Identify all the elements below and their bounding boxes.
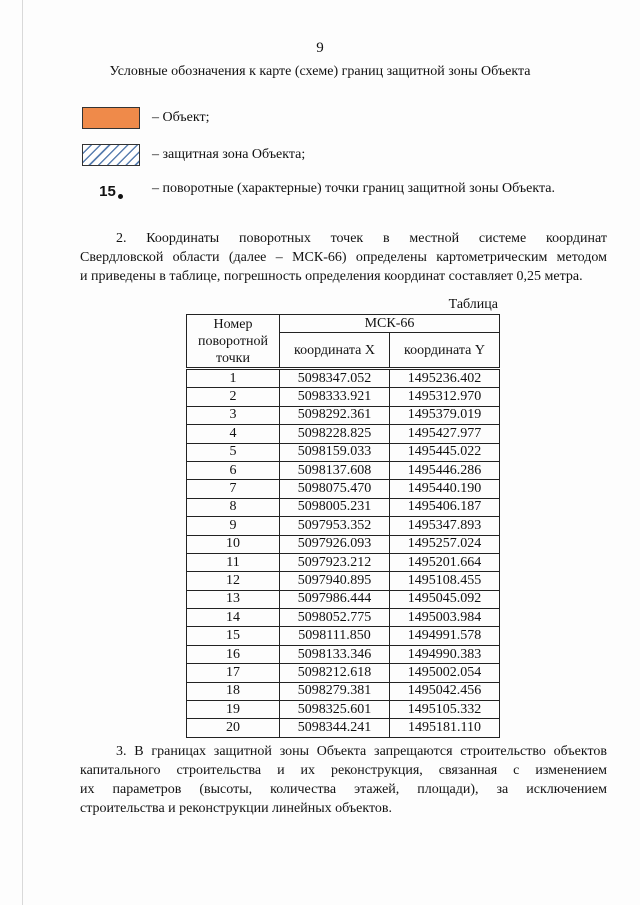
coordinate-system-header: МСК-66 <box>280 315 500 333</box>
point-number-cell: 3 <box>187 406 280 424</box>
table-row <box>187 590 500 608</box>
x-coordinate-cell: 5098325.601 <box>280 701 390 719</box>
point-number-cell: 4 <box>187 425 280 443</box>
y-coordinate-cell: 1495003.984 <box>390 609 500 627</box>
section-3-paragraph <box>80 742 607 818</box>
point-number-header: Номер поворотной точки <box>187 315 280 369</box>
legend-title: Условные обозначения к карте (схеме) границ защитной зоны Объекта <box>109 64 531 79</box>
y-coordinate-cell: 1494990.383 <box>390 645 500 663</box>
x-coordinate-header: координата X <box>280 333 390 369</box>
point-number-cell: 6 <box>187 461 280 479</box>
table-row <box>187 517 500 535</box>
coordinates-table <box>186 314 500 738</box>
table-row <box>187 369 500 388</box>
paragraph-line: 3. В границах защитной зоны Объекта запрещаются строительство объектов <box>116 744 607 759</box>
y-coordinate-cell: 1495406.187 <box>390 498 500 516</box>
table-row <box>187 609 500 627</box>
x-coordinate-cell: 5097940.895 <box>280 572 390 590</box>
legend-item-text: – защитная зона Объекта; <box>152 147 306 162</box>
y-coordinate-cell: 1495042.456 <box>390 682 500 700</box>
section-2-paragraph <box>80 229 607 286</box>
x-coordinate-cell: 5097926.093 <box>280 535 390 553</box>
y-coordinate-cell: 1495379.019 <box>390 406 500 424</box>
table-row <box>187 480 500 498</box>
y-coordinate-cell: 1495347.893 <box>390 517 500 535</box>
legend-item-turning-points <box>82 177 555 201</box>
point-number-cell: 11 <box>187 553 280 571</box>
y-coordinate-cell: 1495440.190 <box>390 480 500 498</box>
point-number-cell: 15 <box>187 627 280 645</box>
y-coordinate-cell: 1495257.024 <box>390 535 500 553</box>
table-row <box>187 535 500 553</box>
y-coordinate-cell: 1495045.092 <box>390 590 500 608</box>
point-number-cell: 5 <box>187 443 280 461</box>
legend-item-text: – Объект; <box>152 110 210 125</box>
paragraph-line: 2. Координаты поворотных точек в местной системе координат <box>116 231 607 246</box>
table-row <box>187 627 500 645</box>
point-number-cell: 20 <box>187 719 280 737</box>
point-dot-icon <box>118 194 123 199</box>
table-header-row <box>187 315 500 333</box>
table-row <box>187 664 500 682</box>
page-edge-line <box>22 0 23 905</box>
legend-item-text: – поворотные (характерные) точки границ защитной зоны Объекта. <box>152 181 555 196</box>
y-coordinate-header: координата Y <box>390 333 500 369</box>
table-row <box>187 388 500 406</box>
table-row <box>187 443 500 461</box>
x-coordinate-cell: 5098228.825 <box>280 425 390 443</box>
hatched-zone-symbol-icon <box>82 144 140 166</box>
x-coordinate-cell: 5097923.212 <box>280 553 390 571</box>
table-row <box>187 553 500 571</box>
x-coordinate-cell: 5098347.052 <box>280 369 390 388</box>
y-coordinate-cell: 1495236.402 <box>390 369 500 388</box>
table-row <box>187 498 500 516</box>
y-coordinate-cell: 1494991.578 <box>390 627 500 645</box>
x-coordinate-cell: 5098052.775 <box>280 609 390 627</box>
point-number-cell: 9 <box>187 517 280 535</box>
x-coordinate-cell: 5098111.850 <box>280 627 390 645</box>
y-coordinate-cell: 1495181.110 <box>390 719 500 737</box>
y-coordinate-cell: 1495445.022 <box>390 443 500 461</box>
table-row <box>187 701 500 719</box>
point-number-cell: 16 <box>187 645 280 663</box>
y-coordinate-cell: 1495312.970 <box>390 388 500 406</box>
turning-point-symbol-icon <box>82 178 140 200</box>
x-coordinate-cell: 5098005.231 <box>280 498 390 516</box>
point-number-cell: 7 <box>187 480 280 498</box>
y-coordinate-cell: 1495201.664 <box>390 553 500 571</box>
object-symbol-icon <box>82 107 140 129</box>
x-coordinate-cell: 5098344.241 <box>280 719 390 737</box>
table-caption: Таблица <box>448 297 498 312</box>
point-number-cell: 1 <box>187 369 280 388</box>
point-number-cell: 10 <box>187 535 280 553</box>
x-coordinate-cell: 5098133.346 <box>280 645 390 663</box>
x-coordinate-cell: 5097986.444 <box>280 590 390 608</box>
point-number-cell: 18 <box>187 682 280 700</box>
y-coordinate-cell: 1495108.455 <box>390 572 500 590</box>
coordinates-table-body <box>187 369 500 738</box>
table-row <box>187 719 500 737</box>
x-coordinate-cell: 5098333.921 <box>280 388 390 406</box>
y-coordinate-cell: 1495002.054 <box>390 664 500 682</box>
point-number-cell: 8 <box>187 498 280 516</box>
paragraph-line: строительства и реконструкции линейных объектов. <box>80 801 393 816</box>
point-number-cell: 19 <box>187 701 280 719</box>
legend-item-object <box>82 106 209 130</box>
x-coordinate-cell: 5098292.361 <box>280 406 390 424</box>
table-row <box>187 682 500 700</box>
x-coordinate-cell: 5098137.608 <box>280 461 390 479</box>
page-number: 9 <box>316 40 324 56</box>
x-coordinate-cell: 5097953.352 <box>280 517 390 535</box>
paragraph-line: капитального строительства и их реконструкция, связанная с изменением <box>80 763 607 778</box>
point-number-cell: 12 <box>187 572 280 590</box>
point-number-cell: 2 <box>187 388 280 406</box>
point-number-cell: 17 <box>187 664 280 682</box>
paragraph-line: и приведены в таблице, погрешность определения координат составляет 0,25 метра. <box>80 269 583 284</box>
y-coordinate-cell: 1495446.286 <box>390 461 500 479</box>
table-row <box>187 406 500 424</box>
paragraph-line: Свердловской области (далее – МСК-66) определены картометрическим методом <box>80 250 607 265</box>
x-coordinate-cell: 5098159.033 <box>280 443 390 461</box>
table-row <box>187 572 500 590</box>
x-coordinate-cell: 5098279.381 <box>280 682 390 700</box>
table-row <box>187 645 500 663</box>
x-coordinate-cell: 5098212.618 <box>280 664 390 682</box>
point-number-cell: 13 <box>187 590 280 608</box>
table-row <box>187 461 500 479</box>
y-coordinate-cell: 1495105.332 <box>390 701 500 719</box>
turning-point-symbol-label: 15 <box>99 183 116 200</box>
table-row <box>187 425 500 443</box>
paragraph-line: их параметров (высоты, количества этажей, площади), за исключением <box>80 782 607 797</box>
x-coordinate-cell: 5098075.470 <box>280 480 390 498</box>
legend-item-protection-zone <box>82 143 305 167</box>
point-number-cell: 14 <box>187 609 280 627</box>
y-coordinate-cell: 1495427.977 <box>390 425 500 443</box>
